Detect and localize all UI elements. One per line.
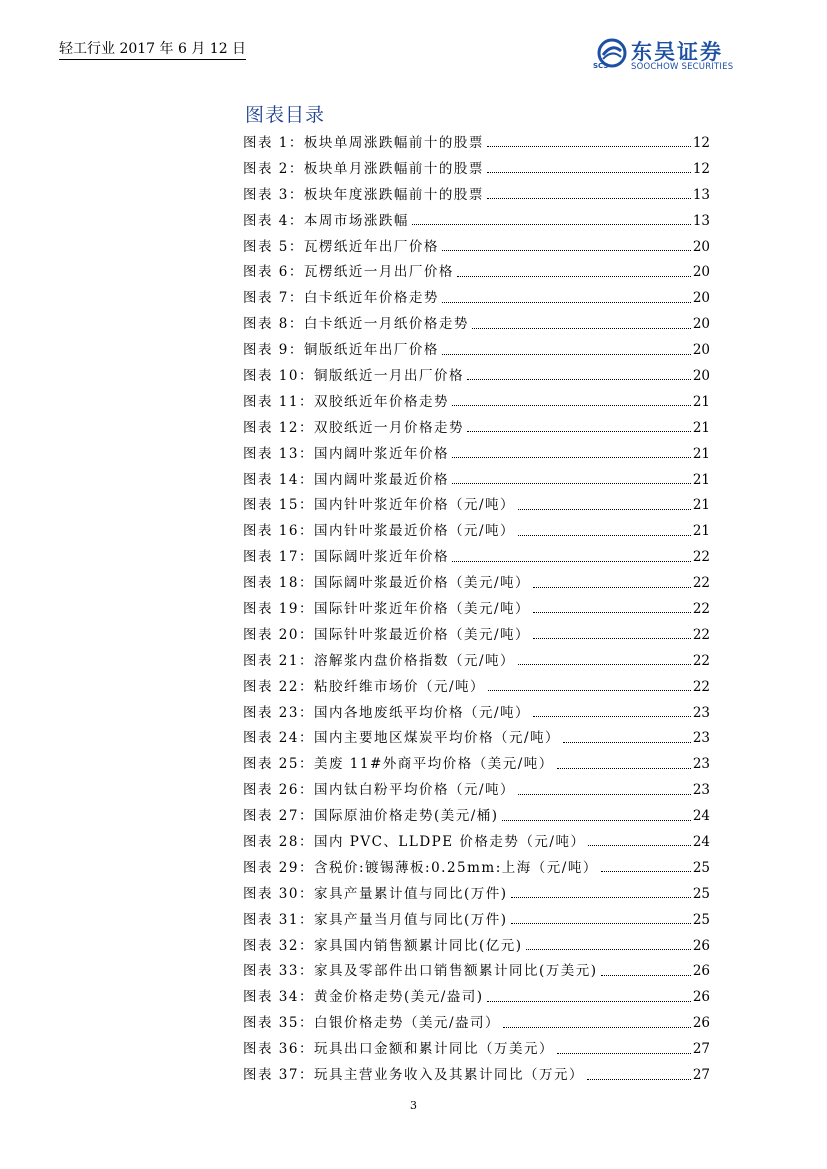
toc-entry-label: 图表 28：国内 PVC、LLDPE 价格走势（元/吨） xyxy=(243,833,586,850)
toc-entry[interactable] xyxy=(243,363,710,389)
logo-english-name: SOOCHOW SECURITIES xyxy=(631,62,734,72)
toc-entry-page: 23 xyxy=(692,782,710,799)
toc-entry[interactable] xyxy=(243,311,710,337)
toc-dot-leader xyxy=(467,415,691,432)
toc-dot-leader xyxy=(511,881,691,898)
toc-entry[interactable] xyxy=(243,1036,710,1062)
toc-entry-label: 图表 6：瓦楞纸近一月出厂价格 xyxy=(243,264,454,281)
toc-entry-label: 图表 10：铜版纸近一月出厂价格 xyxy=(243,367,464,384)
toc-entry-page: 25 xyxy=(692,859,710,876)
toc-entry-label: 图表 32：家具国内销售额累计同比(亿元) xyxy=(243,937,523,954)
toc-entry-label: 图表 30：家具产量累计值与同比(万件) xyxy=(243,885,508,902)
toc-entry-page: 20 xyxy=(692,342,710,359)
toc-entry-label: 图表 4：本周市场涨跌幅 xyxy=(243,212,409,229)
toc-entry[interactable] xyxy=(243,208,710,234)
toc-entry[interactable] xyxy=(243,285,710,311)
toc-dot-leader xyxy=(557,1037,691,1054)
toc-entry-page: 22 xyxy=(692,626,710,643)
toc-entry[interactable] xyxy=(243,674,710,700)
toc-dot-leader xyxy=(412,208,691,225)
header-title: 轻工行业 2017 年 6 月 12 日 xyxy=(59,38,246,60)
toc-entry-label: 图表 22：粘胶纤维市场价（元/吨） xyxy=(243,678,486,695)
toc-dot-leader xyxy=(533,700,691,717)
toc-entry-page: 20 xyxy=(692,367,710,384)
toc-entry-label: 图表 18：国际阔叶浆最近价格（美元/吨） xyxy=(243,575,531,592)
toc-dot-leader xyxy=(533,571,691,588)
toc-entry-label: 图表 8：白卡纸近一月纸价格走势 xyxy=(243,316,469,333)
toc-dot-leader xyxy=(601,855,691,872)
toc-entry[interactable] xyxy=(243,130,710,156)
toc-dot-leader xyxy=(452,441,691,458)
toc-entry-label: 图表 36：玩具出口金额和累计同比（万美元） xyxy=(243,1041,554,1058)
toc-entry-page: 26 xyxy=(692,963,710,980)
toc-dot-leader xyxy=(518,648,691,665)
toc-entry-page: 13 xyxy=(692,186,710,203)
toc-entry[interactable] xyxy=(243,156,710,182)
toc-entry-page: 21 xyxy=(692,419,710,436)
toc-dot-leader xyxy=(587,1063,691,1080)
toc-dot-leader xyxy=(442,338,691,355)
toc-entry-page: 23 xyxy=(692,756,710,773)
toc-dot-leader xyxy=(452,389,691,406)
toc-entry[interactable] xyxy=(243,518,710,544)
toc-entry-page: 22 xyxy=(692,575,710,592)
toc-entry-page: 26 xyxy=(692,989,710,1006)
toc-entry-label: 图表 35：白银价格走势（美元/盎司） xyxy=(243,1015,501,1032)
toc-entry[interactable] xyxy=(243,415,710,441)
toc-entry-label: 图表 20：国际针叶浆最近价格（美元/吨） xyxy=(243,626,531,643)
toc-title: 图表目录 xyxy=(245,104,326,126)
toc-entry-label: 图表 24：国内主要地区煤炭平均价格（元/吨） xyxy=(243,730,561,747)
toc-entry-label: 图表 7：白卡纸近年价格走势 xyxy=(243,290,439,307)
toc-entry-label: 图表 12：双胶纸近一月价格走势 xyxy=(243,419,464,436)
toc-dot-leader xyxy=(487,156,691,173)
toc-entry-label: 图表 2：板块单月涨跌幅前十的股票 xyxy=(243,160,484,177)
toc-entry-label: 图表 21：溶解浆内盘价格指数（元/吨） xyxy=(243,652,516,669)
toc-entry-page: 24 xyxy=(692,833,710,850)
toc-entry-page: 22 xyxy=(692,549,710,566)
toc-entry-page: 23 xyxy=(692,730,710,747)
toc-dot-leader xyxy=(442,286,691,303)
toc-entry-label: 图表 16：国内针叶浆最近价格（元/吨） xyxy=(243,523,516,540)
toc-entry-page: 21 xyxy=(692,497,710,514)
toc-entry-label: 图表 3：板块年度涨跌幅前十的股票 xyxy=(243,186,484,203)
company-logo xyxy=(593,36,767,76)
toc-dot-leader xyxy=(533,622,691,639)
toc-dot-leader xyxy=(487,130,691,147)
toc-dot-leader xyxy=(442,234,691,251)
toc-entry-label: 图表 14：国内阔叶浆最近价格 xyxy=(243,471,449,488)
toc-entry-label: 图表 23：国内各地废纸平均价格（元/吨） xyxy=(243,704,531,721)
toc-entry[interactable] xyxy=(243,544,710,570)
toc-dot-leader xyxy=(503,1011,691,1028)
toc-entry[interactable] xyxy=(243,829,710,855)
page-header xyxy=(59,36,767,72)
toc-entry-label: 图表 17：国际阔叶浆近年价格 xyxy=(243,549,449,566)
toc-entry-label: 图表 25：美废 11#外商平均价格（美元/吨） xyxy=(243,756,554,773)
toc-dot-leader xyxy=(487,182,691,199)
toc-entry[interactable] xyxy=(243,337,710,363)
toc-dot-leader xyxy=(487,985,691,1002)
toc-dot-leader xyxy=(601,959,691,976)
toc-dot-leader xyxy=(457,260,691,277)
toc-entry[interactable] xyxy=(243,1010,710,1036)
toc-entry-page: 26 xyxy=(692,937,710,954)
toc-entry[interactable] xyxy=(243,467,710,493)
toc-dot-leader xyxy=(452,545,691,562)
toc-entry-page: 23 xyxy=(692,704,710,721)
toc-entry-page: 26 xyxy=(692,1015,710,1032)
toc-entry-page: 21 xyxy=(692,523,710,540)
toc-entry-page: 12 xyxy=(692,160,710,177)
toc-dot-leader xyxy=(533,596,691,613)
toc-dot-leader xyxy=(526,933,691,950)
toc-entry-label: 图表 11：双胶纸近年价格走势 xyxy=(243,393,449,410)
toc-entry-page: 20 xyxy=(692,316,710,333)
toc-entry[interactable] xyxy=(243,234,710,260)
toc-entry[interactable] xyxy=(243,907,710,933)
toc-entry-page: 20 xyxy=(692,290,710,307)
toc-entry[interactable] xyxy=(243,700,710,726)
toc-entry-page: 22 xyxy=(692,600,710,617)
table-of-figures xyxy=(243,130,710,1088)
toc-entry[interactable] xyxy=(243,648,710,674)
toc-entry-page: 12 xyxy=(692,134,710,151)
toc-dot-leader xyxy=(511,907,691,924)
toc-entry[interactable] xyxy=(243,622,710,648)
logo-abbreviation: SCS xyxy=(593,62,609,70)
toc-entry-page: 21 xyxy=(692,445,710,462)
toc-entry[interactable] xyxy=(243,1062,710,1088)
toc-entry[interactable] xyxy=(243,389,710,415)
toc-entry-page: 21 xyxy=(692,471,710,488)
toc-entry-label: 图表 1：板块单周涨跌幅前十的股票 xyxy=(243,134,484,151)
toc-dot-leader xyxy=(502,804,691,821)
logo-chinese-name: 东吴证券 xyxy=(631,40,723,64)
toc-entry-label: 图表 26：国内钛白粉平均价格（元/吨） xyxy=(243,782,516,799)
toc-entry[interactable] xyxy=(243,803,710,829)
page-number: 3 xyxy=(410,1099,417,1112)
toc-entry[interactable] xyxy=(243,259,710,285)
toc-entry-label: 图表 31：家具产量当月值与同比(万件) xyxy=(243,911,508,928)
toc-dot-leader xyxy=(467,363,691,380)
toc-entry[interactable] xyxy=(243,570,710,596)
toc-entry-label: 图表 13：国内阔叶浆近年价格 xyxy=(243,445,449,462)
toc-entry-label: 图表 19：国际针叶浆近年价格（美元/吨） xyxy=(243,600,531,617)
toc-entry-page: 27 xyxy=(692,1041,710,1058)
toc-dot-leader xyxy=(588,829,690,846)
toc-entry-page: 21 xyxy=(692,393,710,410)
toc-entry[interactable] xyxy=(243,881,710,907)
toc-entry-page: 20 xyxy=(692,264,710,281)
toc-entry[interactable] xyxy=(243,182,710,208)
toc-entry[interactable] xyxy=(243,777,710,803)
toc-entry-label: 图表 15：国内针叶浆近年价格（元/吨） xyxy=(243,497,516,514)
toc-entry-label: 图表 37：玩具主营业务收入及其累计同比（万元） xyxy=(243,1067,584,1083)
toc-entry[interactable] xyxy=(243,725,710,751)
toc-dot-leader xyxy=(518,778,691,795)
toc-entry[interactable] xyxy=(243,441,710,467)
toc-entry-label: 图表 33：家具及零部件出口销售额累计同比(万美元) xyxy=(243,963,598,980)
toc-entry[interactable] xyxy=(243,984,710,1010)
toc-dot-leader xyxy=(518,493,691,510)
toc-entry-label: 图表 5：瓦楞纸近年出厂价格 xyxy=(243,238,439,255)
toc-entry-label: 图表 34：黄金价格走势(美元/盎司) xyxy=(243,989,484,1006)
toc-entry[interactable] xyxy=(243,492,710,518)
toc-entry-label: 图表 27：国际原油价格走势(美元/桶) xyxy=(243,808,499,825)
toc-dot-leader xyxy=(557,752,691,769)
toc-entry[interactable] xyxy=(243,751,710,777)
toc-entry-page: 22 xyxy=(692,652,710,669)
toc-entry-page: 27 xyxy=(692,1067,710,1083)
toc-dot-leader xyxy=(452,467,691,484)
toc-entry-page: 25 xyxy=(692,885,710,902)
toc-dot-leader xyxy=(488,674,691,691)
toc-entry[interactable] xyxy=(243,596,710,622)
toc-entry[interactable] xyxy=(243,933,710,959)
toc-entry-page: 22 xyxy=(692,678,710,695)
toc-entry-label: 图表 29：含税价:镀锡薄板:0.25mm:上海（元/吨） xyxy=(243,859,598,876)
toc-entry-page: 25 xyxy=(692,911,710,928)
toc-dot-leader xyxy=(518,519,691,536)
toc-entry-page: 20 xyxy=(692,238,710,255)
toc-entry[interactable] xyxy=(243,855,710,881)
toc-dot-leader xyxy=(472,312,691,329)
toc-entry[interactable] xyxy=(243,959,710,985)
toc-entry-page: 24 xyxy=(692,808,710,825)
toc-dot-leader xyxy=(563,726,691,743)
toc-entry-label: 图表 9：铜版纸近年出厂价格 xyxy=(243,342,439,359)
toc-entry-page: 13 xyxy=(692,212,710,229)
